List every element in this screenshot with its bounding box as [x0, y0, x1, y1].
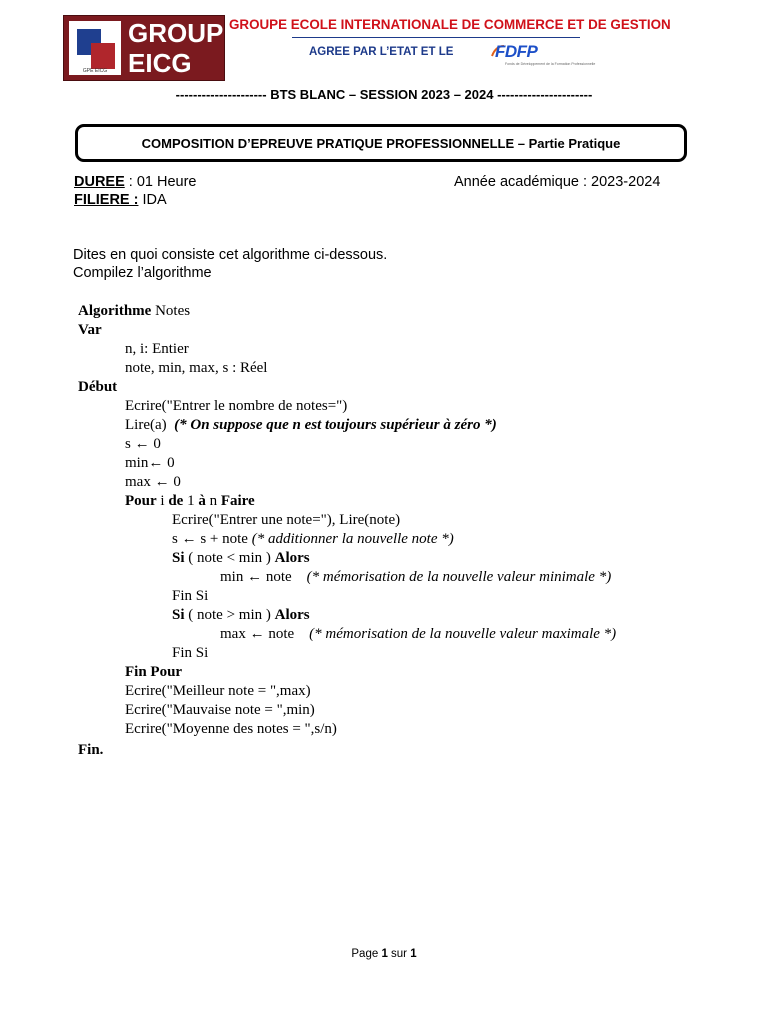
fdfp-logo-subtitle: Fonds de Développement de la Formation Professionnelle	[505, 62, 596, 66]
lire-comment: (* On suppose que n est toujours supérieur à zéro *)	[174, 417, 497, 433]
kw-algorithme: Algorithme	[78, 303, 152, 319]
kw-alors-1: Alors	[274, 550, 310, 566]
min-comment: (* mémorisation de la nouvelle valeur minimale *)	[306, 569, 612, 585]
kw-de: de	[168, 493, 184, 509]
algo-line-out2: Ecrire("Mauvaise note = ",min)	[125, 702, 315, 718]
page-total: 1	[410, 948, 417, 960]
algo-finpour	[125, 663, 182, 682]
header-divider	[292, 37, 580, 38]
page-current: 1	[381, 948, 388, 960]
kw-alors-2: Alors	[274, 607, 310, 623]
exam-title: COMPOSITION D’EPREUVE PRATIQUE PROFESSIONNELLE – Partie Pratique	[141, 135, 621, 151]
kw-si-1: Si	[172, 550, 185, 566]
page-number	[0, 948, 768, 960]
algo-decl-2: note, min, max, s : Réel	[125, 360, 268, 376]
kw-a: à	[198, 493, 206, 509]
sum-stmt: s ← s + note	[172, 531, 252, 547]
lire-stmt: Lire(a)	[125, 417, 167, 433]
fdfp-logo-text: FDFP	[495, 42, 538, 61]
instruction-2: Compilez l’algorithme	[73, 265, 212, 281]
algo-debut	[78, 378, 117, 397]
cond-1: ( note < min )	[184, 550, 275, 566]
algo-line-min	[220, 568, 611, 587]
fdfp-logo	[491, 42, 596, 74]
algo-line-finsi1: Fin Si	[172, 588, 209, 604]
stream-label: FILIERE :	[74, 192, 139, 208]
min-stmt: min ← note	[220, 569, 292, 585]
page-prefix: Page	[351, 948, 382, 960]
max-stmt: max ← note	[220, 626, 295, 642]
kw-si-2: Si	[172, 607, 185, 623]
algo-name: Notes	[151, 303, 191, 319]
algo-line-finsi2: Fin Si	[172, 645, 209, 661]
pour-var: i	[156, 493, 169, 509]
cond-2: ( note > min )	[184, 607, 275, 623]
algo-line-out1: Ecrire("Meilleur note = ",max)	[125, 683, 311, 699]
algo-line-ecrire2: Ecrire("Entrer une note="), Lire(note)	[172, 512, 401, 528]
algo-line-ecrire1: Ecrire("Entrer le nombre de notes=")	[125, 398, 348, 414]
algo-line-out3: Ecrire("Moyenne des notes = ",s/n)	[125, 721, 337, 737]
instruction-1: Dites en quoi consiste cet algorithme ci-dessous.	[73, 247, 388, 263]
max-comment: (* mémorisation de la nouvelle valeur maximale *)	[309, 626, 617, 642]
sum-comment: (* additionner la nouvelle note *)	[251, 531, 454, 547]
algo-line-s0: s ← 0	[125, 436, 161, 452]
duration-value: : 01 Heure	[124, 174, 197, 190]
algo-line-max0: max ← 0	[125, 474, 181, 490]
duration-line	[74, 174, 197, 190]
stream-value: IDA	[138, 192, 167, 208]
kw-finpour: Fin Pour	[125, 664, 183, 680]
algo-line-max	[220, 625, 616, 644]
exam-title-box	[75, 124, 687, 162]
algo-line-sum	[172, 530, 454, 549]
algo-line-pour	[125, 492, 255, 511]
school-logo	[63, 15, 241, 81]
logo-word-eicg: EICG	[128, 48, 192, 78]
algo-header	[78, 302, 190, 321]
logo-word-groupe: GROUPE	[128, 18, 241, 48]
algo-line-min0: min← 0	[125, 455, 175, 471]
agreement-text: AGREE PAR L’ETAT ET LE	[309, 46, 454, 58]
kw-debut: Début	[78, 379, 118, 395]
pour-start: 1	[183, 493, 199, 509]
algo-var	[78, 321, 102, 340]
algo-line-lire	[125, 416, 497, 435]
logo-caption: GPE EICG	[82, 68, 108, 74]
stream-line	[74, 192, 167, 208]
kw-fin: Fin.	[78, 742, 104, 758]
kw-pour: Pour	[125, 493, 157, 509]
algo-fin	[78, 741, 103, 760]
algo-line-si1	[172, 549, 310, 568]
school-name: GROUPE ECOLE INTERNATIONALE DE COMMERCE ET DE GESTION	[229, 17, 671, 32]
logo-emblem-icon	[69, 21, 121, 75]
academic-year: Année académique : 2023-2024	[454, 174, 661, 190]
duration-label: DUREE	[74, 174, 125, 190]
algo-line-si2	[172, 606, 310, 625]
page-sep: sur	[387, 948, 411, 960]
kw-faire: Faire	[220, 493, 255, 509]
algo-decl-1: n, i: Entier	[125, 341, 189, 357]
pour-end: n	[205, 493, 221, 509]
session-line: --------------------- BTS BLANC – SESSION 2023 – 2024 ----------------------	[175, 87, 593, 102]
kw-var: Var	[78, 322, 102, 338]
